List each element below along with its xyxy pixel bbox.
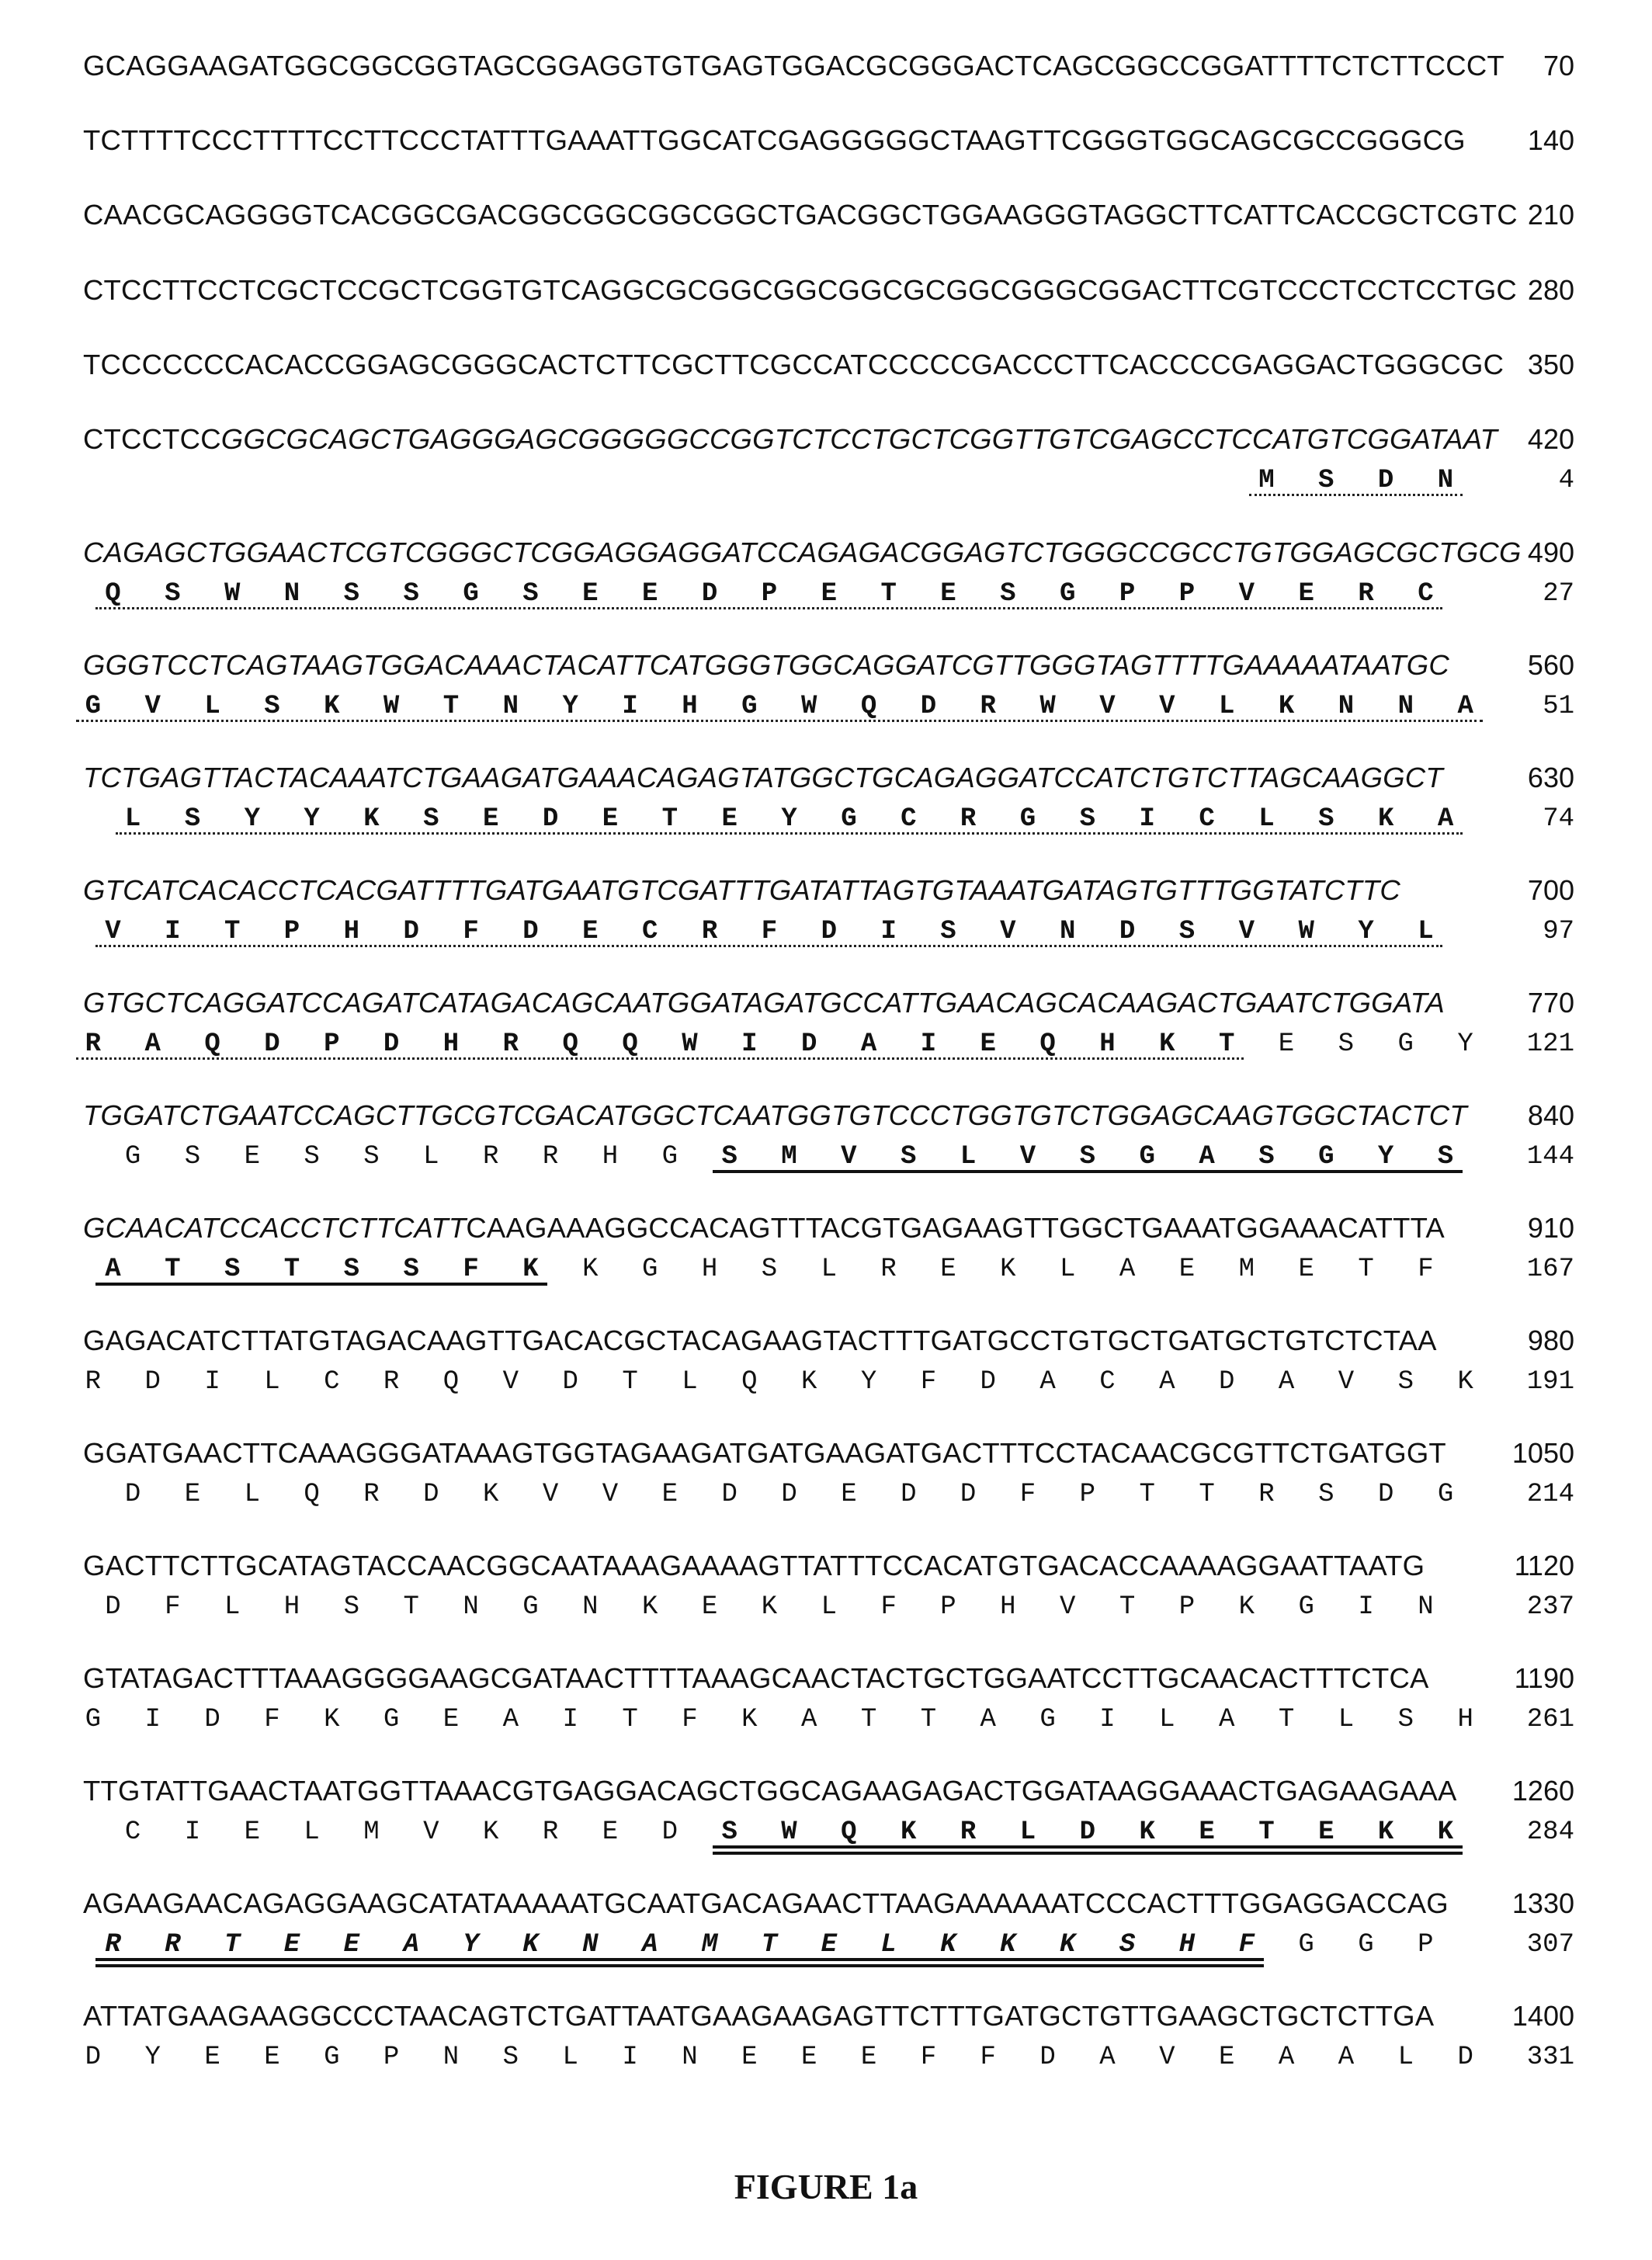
amino-acid-position: 307 [1466, 1928, 1574, 1962]
nucleotide-position: 280 [1466, 273, 1574, 307]
dna-segment-italic: GGCGCAGCTGAGGGAGCGGGGGCCGGTCTCCTGCTCGGTTGTCGAGCCTCCATGTCGGATAAT [221, 423, 1498, 455]
amino-acid-segment: LSYYKSEDETEYGCRGSICLSKA [125, 802, 1498, 836]
dna-segment-italic: TGGATCTGAATCCAGCTTGCGTCGACATGGCTCAATGGTGTCCCTGGTGTCTGGAGCAAGTGGCTACTCT [83, 1099, 1467, 1131]
amino-acid-position: 27 [1466, 577, 1574, 611]
nucleotide-position: 490 [1466, 536, 1574, 570]
amino-acid-segment: GIDFKGEAITFKATTAGILATLSH [85, 1703, 1518, 1737]
nucleotide-position: 350 [1466, 348, 1574, 382]
dna-sequence-line [83, 1887, 1449, 1921]
amino-acid-segment: KGHSLREKLAEMETF [582, 1252, 1477, 1286]
amino-acid-position: 51 [1466, 689, 1574, 724]
amino-acid-segment: RAQDPDHRQQWIDAIEQHKT [85, 1027, 1279, 1061]
nucleotide-position: 560 [1466, 648, 1574, 682]
amino-acid-segment: GSESSLRRHG [125, 1140, 722, 1174]
dna-sequence-line [83, 273, 1517, 307]
dotted-underline-annotation [95, 607, 1442, 609]
amino-acid-segment: DYEEGPNSLINEEEFFDAVEAALD [85, 2040, 1518, 2074]
dna-sequence-line [83, 536, 1522, 570]
nucleotide-position: 980 [1466, 1324, 1574, 1358]
dna-segment: AGAAGAACAGAGGAAGCATATAAAAATGCAATGACAGAACTTAAGAAAAAATCCCACTTTGGAGGACCAG [83, 1887, 1449, 1919]
nucleotide-position: 420 [1466, 422, 1574, 457]
dotted-underline-annotation [116, 832, 1463, 835]
nucleotide-position: 210 [1466, 198, 1574, 232]
dna-sequence-line [83, 1549, 1425, 1583]
figure-caption: FIGURE 1a [0, 2166, 1652, 2207]
dna-segment-italic: GTCATCACACCTCACGATTTTGATGAATGTCGATTTGATATTAGTGTAAATGATAGTGTTTGGTATCTTC [83, 874, 1400, 906]
dna-sequence-line [83, 1999, 1434, 2033]
nucleotide-position: 630 [1466, 761, 1574, 795]
nucleotide-position: 140 [1466, 123, 1574, 158]
dna-segment-italic: TCTGAGTTACTACAAATCTGAAGATGAAACAGAGTATGGCTGCAGAGGATCCATCTGTCTTAGCAAGGCT [83, 762, 1443, 793]
dna-segment: GCAGGAAGATGGCGGCGGTAGCGGAGGTGTGAGTGGACGCGGGACTCAGCGGCCGGATTTTCTCTTCCCT [83, 50, 1504, 82]
amino-acid-position: 167 [1466, 1252, 1574, 1286]
amino-acid-segment: ATSTSSFK [105, 1252, 582, 1286]
amino-acid-segment: SWQKRLDKETEKK [721, 1815, 1497, 1849]
dna-segment-italic: GGGTCCTCAGTAAGTGGACAAACTACATTCATGGGTGGCAGGATCGTTGGGTAGTTTTGAAAAATAATGC [83, 649, 1449, 681]
amino-acid-segment: RDILCRQVDTLQKYFDACADAVSK [85, 1365, 1518, 1399]
amino-acid-position: 121 [1466, 1027, 1574, 1061]
dna-sequence-line [83, 648, 1449, 682]
dna-sequence-line [83, 422, 1498, 457]
solid-underline-annotation [713, 1170, 1463, 1173]
amino-acid-segment: CIELMVKRED [125, 1815, 722, 1849]
amino-acid-position: 191 [1466, 1365, 1574, 1399]
dna-segment-italic: GTGCTCAGGATCCAGATCATAGACAGCAATGGATAGATGCCATTGAACAGCACAAGACTGAATCTGGATA [83, 987, 1445, 1019]
amino-acid-segment: QSWNSSGSEEDPETESGPPVERC [105, 577, 1477, 611]
dotted-underline-annotation [76, 720, 1483, 722]
dna-segment: GACTTCTTGCATAGTACCAACGGCAATAAAGAAAAGTTATTTCCACATGTGACACCAAAAGGAATTAATG [83, 1550, 1425, 1581]
dna-segment: TCTTTTCCCTTTTCCTTCCCTATTTGAAATTGGCATCGAGGGGGCTAAGTTCGGGTGGCAGCGCCGGGCG [83, 124, 1466, 156]
nucleotide-position: 1260 [1466, 1774, 1574, 1808]
dna-sequence-line [83, 986, 1445, 1020]
dna-segment: CAACGCAGGGGTCACGGCGACGGCGGCGGCGGCTGACGGCTGGAAGGGTAGGCTTCATTCACCGCTCGTC [83, 199, 1518, 231]
amino-acid-segment: ESGY [1279, 1027, 1517, 1061]
dna-segment: ATTATGAAGAAGGCCCTAACAGTCTGATTAATGAAGAAGAGTTCTTTGATGCTGTTGAAGCTGCTCTTGA [83, 2000, 1434, 2032]
amino-acid-segment: DFLHSTNGNKEKLFPHVTPKGIN [105, 1590, 1477, 1624]
nucleotide-position: 910 [1466, 1211, 1574, 1245]
dna-segment: TCCCCCCCACACCGGAGCGGGCACTCTTCGCTTCGCCATCCCCCGACCCTTCACCCCGAGGACTGGGCGC [83, 349, 1504, 380]
dna-sequence-line [83, 873, 1400, 908]
dna-sequence-line [83, 1661, 1429, 1696]
dna-sequence-line [83, 198, 1518, 232]
dna-segment: TTGTATTGAACTAATGGTTAAACGTGAGGACAGCTGGCAGAAGAGACTGGATAAGGAAACTGAGAAGAAA [83, 1775, 1457, 1807]
amino-acid-position: 261 [1466, 1703, 1574, 1737]
dotted-underline-annotation [76, 1057, 1244, 1060]
dna-sequence-line [83, 49, 1504, 83]
amino-acid-segment: DELQRDKVVEDDEDDFPTTRSDG [125, 1477, 1498, 1512]
nucleotide-position: 1190 [1466, 1661, 1574, 1696]
amino-acid-position: 74 [1466, 802, 1574, 836]
nucleotide-position: 770 [1466, 986, 1574, 1020]
dna-sequence-line [83, 761, 1443, 795]
dna-sequence-line [83, 1211, 1445, 1245]
solid-underline-annotation [95, 1283, 547, 1286]
nucleotide-position: 70 [1466, 49, 1574, 83]
dna-segment: GTATAGACTTTAAAGGGGAAGCGATAACTTTTAAAGCAACTACTGCTGGAATCCTTGCAACACTTTCTCA [83, 1662, 1429, 1694]
dna-segment: CTCCTTCCTCGCTCCGCTCGGTGTCAGGCGCGGCGGCGGCGCGGCGGGCGGACTTCGTCCCTCCTCCTGC [83, 274, 1517, 306]
dotted-underline-annotation [1249, 494, 1463, 496]
nucleotide-position: 1120 [1466, 1549, 1574, 1583]
nucleotide-position: 1330 [1466, 1887, 1574, 1921]
amino-acid-segment: MSDN [1258, 463, 1497, 498]
dna-sequence-line [83, 1774, 1457, 1808]
dna-segment-italic: CAGAGCTGGAACTCGTCGGGCTCGGAGGAGGATCCAGAGACGGAGTCTGGGCCGCCTGTGGAGCGCTGCG [83, 536, 1522, 568]
dotted-underline-annotation [95, 945, 1442, 947]
amino-acid-position: 97 [1466, 915, 1574, 949]
dna-segment: GGATGAACTTCAAAGGGATAAAGTGGTAGAAGATGATGAAGATGACTTTCCTACAACGCGTTCTGATGGT [83, 1437, 1446, 1469]
amino-acid-position: 214 [1466, 1477, 1574, 1512]
amino-acid-position: 4 [1466, 463, 1574, 498]
nucleotide-position: 1400 [1466, 1999, 1574, 2033]
nucleotide-position: 700 [1466, 873, 1574, 908]
dna-segment-italic: GCAACATCCACCTCTTCATT [83, 1212, 466, 1244]
double-underline-annotation [95, 1958, 1263, 1961]
dna-sequence-line [83, 1324, 1437, 1358]
amino-acid-segment: VITPHDFDECRFDISVNDSVWYL [105, 915, 1477, 949]
amino-acid-position: 331 [1466, 2040, 1574, 2074]
dna-sequence-line [83, 1436, 1446, 1470]
dna-segment: GAGACATCTTATGTAGACAAGTTGACACGCTACAGAAGTACTTTGATGCCTGTGCTGATGCTGTCTCTAA [83, 1324, 1437, 1356]
dna-segment: CAAGAAAGGCCACAGTTTACGTGAGAAGTTGGCTGAAATGGAAACATTTA [466, 1212, 1445, 1244]
amino-acid-segment: GVLSKWTNYIHGWQDRWVVLKNNA [85, 689, 1518, 724]
nucleotide-position: 1050 [1466, 1436, 1574, 1470]
amino-acid-position: 237 [1466, 1590, 1574, 1624]
dna-sequence-line [83, 348, 1504, 382]
amino-acid-segment: SMVSLVSGASGYS [721, 1140, 1497, 1174]
amino-acid-segment: GGP [1298, 1928, 1477, 1962]
dna-sequence-line [83, 1099, 1467, 1133]
nucleotide-position: 840 [1466, 1099, 1574, 1133]
amino-acid-position: 284 [1466, 1815, 1574, 1849]
dna-segment: CTCCTCC [83, 423, 221, 455]
dna-sequence-line [83, 123, 1466, 158]
amino-acid-position: 144 [1466, 1140, 1574, 1174]
amino-acid-segment: RRTEEAYKNAMTELKKKSHF [105, 1928, 1298, 1962]
double-underline-annotation [713, 1845, 1463, 1849]
